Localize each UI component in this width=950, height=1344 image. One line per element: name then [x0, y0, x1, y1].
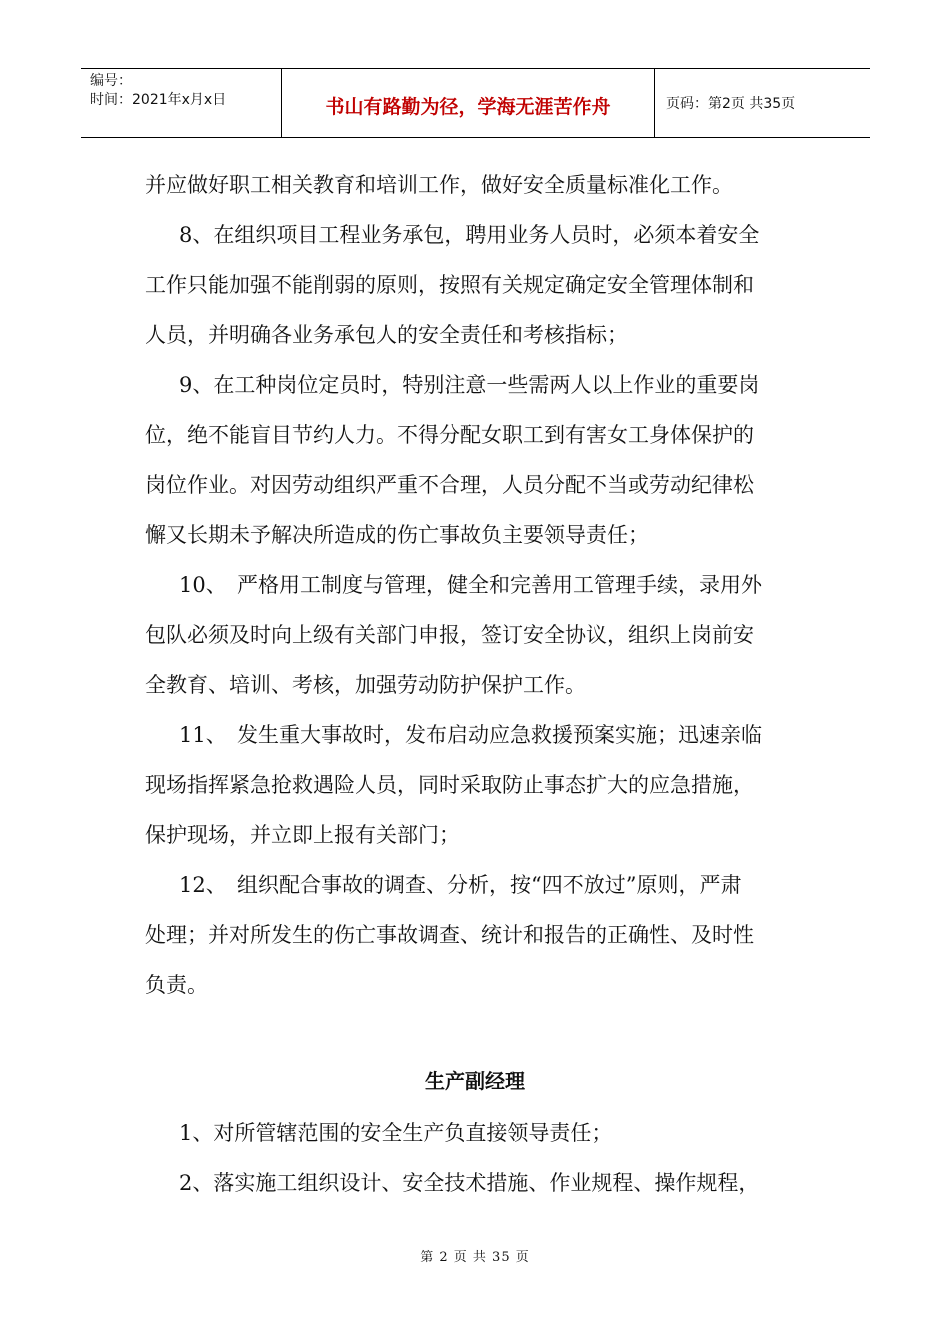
- text-line: 位，绝不能盲目节约人力。不得分配女职工到有害女工身体保护的: [145, 423, 754, 447]
- header-page-info: 页码：第2页 共35页: [666, 96, 796, 112]
- item-number: 11、: [179, 723, 227, 747]
- item-number: 10、: [179, 573, 227, 597]
- text-line: 岗位作业。对因劳动组织严重不合理，人员分配不当或劳动纪律松: [145, 473, 754, 497]
- header-meta: [81, 69, 282, 137]
- text-line: 全教育、培训、考核，加强劳动防护保护工作。: [145, 673, 586, 697]
- text-line: 人员，并明确各业务承包人的安全责任和考核指标；: [145, 323, 628, 347]
- text-line: 工作只能加强不能削弱的原则，按照有关规定确定安全管理体制和: [145, 273, 754, 297]
- text-line: 8、在组织项目工程业务承包，聘用业务人员时，必须本着安全: [179, 223, 760, 247]
- text-line: 负责。: [145, 973, 208, 997]
- text-line: 处理；并对所发生的伤亡事故调查、统计和报告的正确性、及时性: [145, 923, 754, 947]
- text-line: 1、对所管辖范围的安全生产负直接领导责任；: [179, 1121, 613, 1145]
- section-body: [145, 1108, 805, 1208]
- header-motto: 书山有路勤为径，学海无涯苦作舟: [282, 69, 655, 137]
- item-text: 严格用工制度与管理，健全和完善用工管理手续，录用外: [237, 573, 762, 597]
- text-line: 9、在工种岗位定员时，特别注意一些需两人以上作业的重要岗: [179, 373, 760, 397]
- text-line: 2、落实施工组织设计、安全技术措施、作业规程、操作规程，: [179, 1171, 760, 1195]
- page-footer: 第 2 页 共 35 页: [420, 1250, 530, 1265]
- number-label: 编号：: [90, 73, 132, 89]
- numbered-line: [145, 560, 805, 610]
- section-heading: 生产副经理: [425, 1069, 525, 1093]
- text-line: 保护现场，并立即上报有关部门；: [145, 823, 460, 847]
- numbered-line: [145, 710, 805, 760]
- item-text: 组织配合事故的调查、分析，按“四不放过”原则，严肃: [237, 873, 742, 897]
- text-line: 现场指挥紧急抢救遇险人员，同时采取防止事态扩大的应急措施，: [145, 773, 754, 797]
- page-header: [81, 68, 870, 138]
- text-line: 并应做好职工相关教育和培训工作，做好安全质量标准化工作。: [145, 173, 733, 197]
- text-line: 包队必须及时向上级有关部门申报，签订安全协议，组织上岗前安: [145, 623, 754, 647]
- document-body: [145, 160, 805, 1010]
- date-label: 时间：2021年x月x日: [90, 92, 227, 108]
- text-line: 懈又长期未予解决所造成的伤亡事故负主要领导责任；: [145, 523, 649, 547]
- item-number: 12、: [179, 873, 227, 897]
- numbered-line: [145, 860, 805, 910]
- item-text: 发生重大事故时，发布启动应急救援预案实施；迅速亲临: [237, 723, 762, 747]
